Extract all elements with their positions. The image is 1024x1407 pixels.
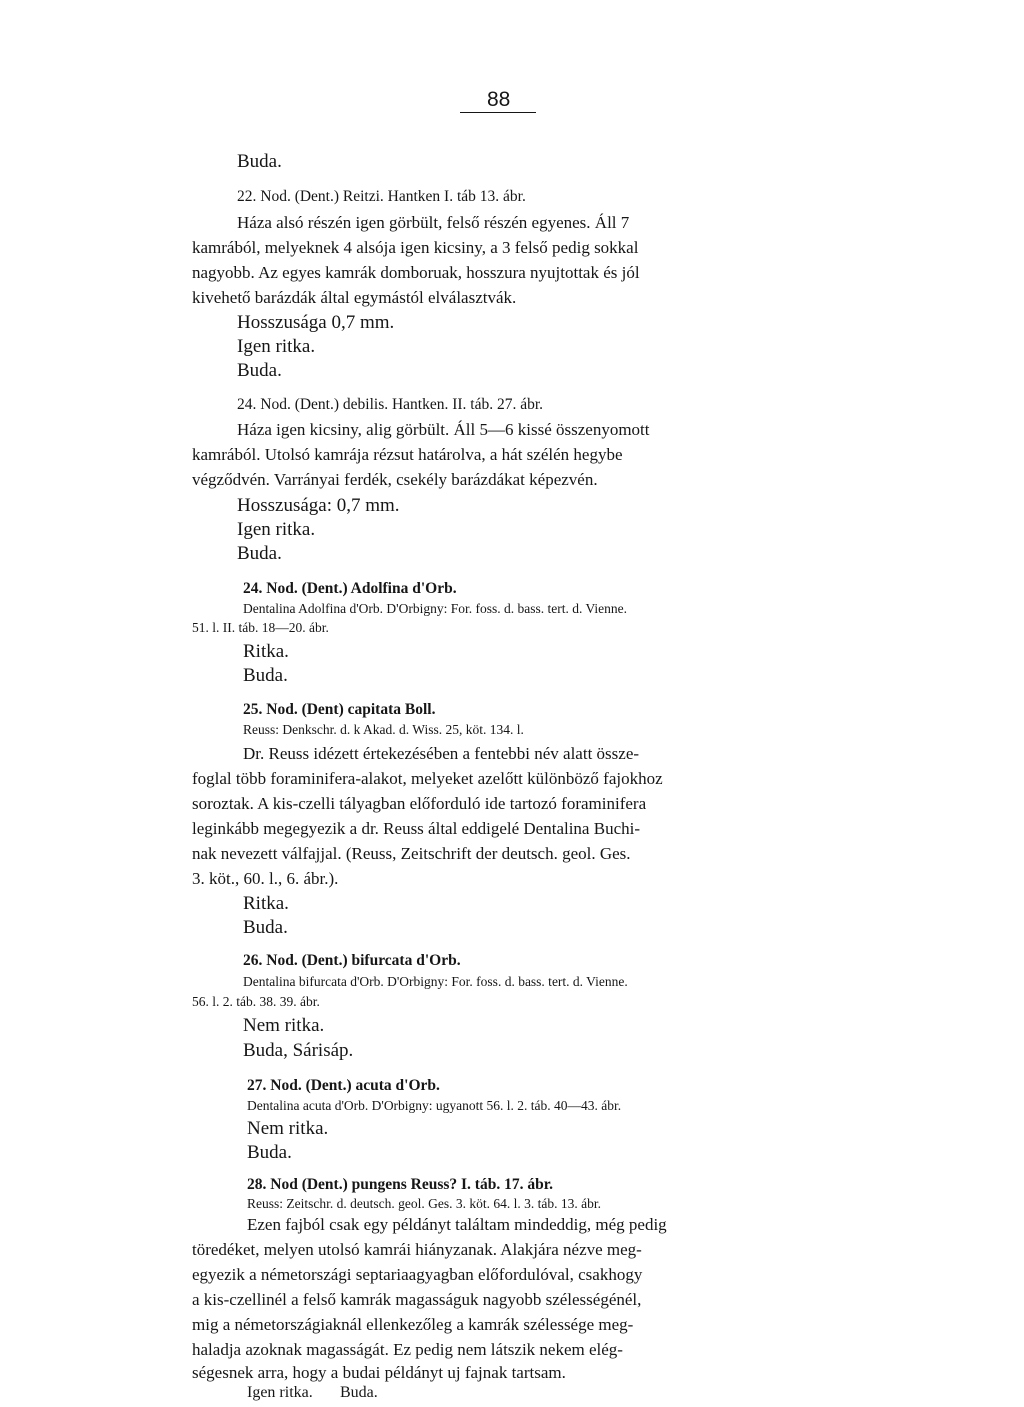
rarity-line: Nem ritka. (243, 1015, 325, 1036)
rarity-line: Igen ritka. (247, 1384, 313, 1401)
description-line: ségesnek arra, hogy a budai példányt uj fajnak tartsam. (192, 1363, 566, 1382)
description-line: a kis-czellinél a felső kamrák magasságuk nagyobb szélességénél, (192, 1290, 642, 1309)
description-line: haladja azoknak magasságát. Ez pedig nem látszik nekem elég- (192, 1340, 623, 1359)
locality-line: Buda. (340, 1384, 378, 1401)
reference-line: Reuss: Denkschr. d. k Akad. d. Wiss. 25, köt. 134. l. (243, 722, 524, 737)
description-line: soroztak. A kis-czelli tályagban előforduló ide tartozó foraminifera (192, 794, 647, 813)
species-heading: 26. Nod. (Dent.) bifurcata d'Orb. (243, 952, 461, 969)
rarity-line: Ritka. (243, 641, 289, 662)
reference-line: Dentalina bifurcata d'Orb. D'Orbigny: For. foss. d. bass. tert. d. Vienne. (243, 974, 628, 989)
length-line: Hosszusága 0,7 mm. (237, 312, 395, 333)
species-heading: 24. Nod. (Dent.) Adolfina d'Orb. (243, 580, 457, 597)
locality-line: Buda. (237, 543, 282, 564)
description-line: kivehető barázdák által egymástól elválasztvák. (192, 288, 517, 307)
description-line: töredéket, melyen utolsó kamrái hiányzanak. Alakjára nézve meg- (192, 1240, 642, 1259)
species-heading: 28. Nod (Dent.) pungens Reuss? I. táb. 17. ábr. (247, 1176, 554, 1193)
description-line: Dr. Reuss idézett értekezésében a fentebbi név alatt össze- (243, 744, 640, 763)
description-line: Ezen fajból csak egy példányt találtam mindeddig, még pedig (247, 1215, 667, 1234)
locality-line: Buda. (243, 665, 288, 686)
species-heading: 24. Nod. (Dent.) debilis. Hantken. II. táb. 27. ábr. (237, 396, 544, 413)
description-line: Háza alsó részén igen görbült, felső részén egyenes. Áll 7 (237, 213, 630, 232)
reference-line: Dentalina Adolfina d'Orb. D'Orbigny: For. foss. d. bass. tert. d. Vienne. (243, 601, 628, 616)
reference-line: 51. l. II. táb. 18—20. ábr. (192, 620, 329, 635)
species-heading: 22. Nod. (Dent.) Reitzi. Hantken I. táb 13. ábr. (237, 188, 526, 205)
description-line: leginkább megegyezik a dr. Reuss által eddigelé Dentalina Buchi- (192, 819, 640, 838)
species-heading: 27. Nod. (Dent.) acuta d'Orb. (247, 1077, 440, 1094)
description-line: foglal több foraminifera-alakot, melyeket azelőtt különböző fajokhoz (192, 769, 663, 788)
locality-line: Buda, Sárisáp. (243, 1040, 354, 1061)
description-line: 3. köt., 60. l., 6. ábr.). (192, 869, 339, 888)
description-line: Háza igen kicsiny, alig görbült. Áll 5—6 kissé összenyomott (237, 420, 650, 439)
reference-line: Dentalina acuta d'Orb. D'Orbigny: ugyanott 56. l. 2. táb. 40—43. ábr. (247, 1098, 622, 1113)
reference-line: Reuss: Zeitschr. d. deutsch. geol. Ges. 3. köt. 64. l. 3. táb. 13. ábr. (247, 1196, 601, 1211)
description-line: nak nevezett válfajjal. (Reuss, Zeitschrift der deutsch. geol. Ges. (192, 844, 631, 863)
length-line: Hosszusága: 0,7 mm. (237, 495, 400, 516)
description-line: mig a németországiaknál ellenkezőleg a kamrák szélessége meg- (192, 1315, 634, 1334)
description-line: kamrából. Utolsó kamrája rézsut határolva, a hát szélén hegybe (192, 445, 623, 464)
description-line: kamrából, melyeknek 4 alsója igen kicsiny, a 3 felső pedig sokkal (192, 238, 639, 257)
rarity-line: Igen ritka. (237, 336, 316, 357)
reference-line: 56. l. 2. táb. 38. 39. ábr. (192, 994, 320, 1009)
locality-line: Buda. (237, 360, 282, 381)
description-line: végződvén. Varrányai ferdék, csekély barázdákat képezvén. (192, 470, 598, 489)
rarity-line: Nem ritka. (247, 1118, 329, 1139)
locality-line: Buda. (237, 151, 282, 172)
page-number-rule (460, 112, 536, 113)
description-line: nagyobb. Az egyes kamrák domboruak, hosszura nyujtottak és jól (192, 263, 640, 282)
locality-line: Buda. (243, 917, 288, 938)
rarity-line: Ritka. (243, 893, 289, 914)
rarity-line: Igen ritka. (237, 519, 316, 540)
locality-line: Buda. (247, 1142, 292, 1163)
description-line: egyezik a németországi septariaagyagban előfordulóval, csakhogy (192, 1265, 643, 1284)
page-number: 88 (487, 88, 511, 111)
species-heading: 25. Nod. (Dent) capitata Boll. (243, 701, 436, 718)
